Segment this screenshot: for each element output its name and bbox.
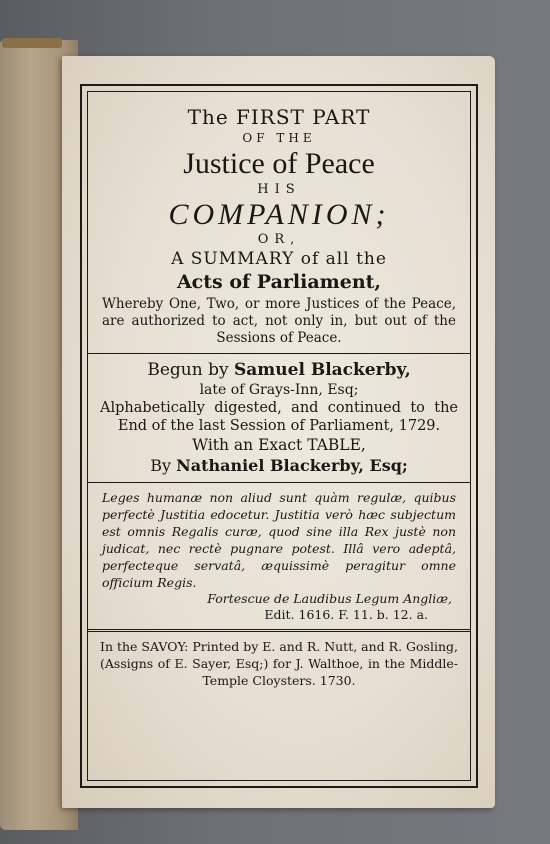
- title-page: [62, 56, 495, 808]
- page-border: [80, 84, 478, 788]
- title-block: [87, 91, 471, 781]
- imprint: In the SAVOY: Printed by E. and R. Nutt, and R. Gosling, (Assigns of E. Sayer, Esq;) for J. Walthoe, in the Middle-Temple Cloysters. 1730.: [100, 639, 458, 688]
- author-1-description: late of Grays-Inn, Esq;: [199, 382, 359, 398]
- continued-paragraph: Alphabetically digested, and continued to the End of the last Session of Parliament, 1729.: [100, 400, 458, 434]
- title-line-his: HIS: [257, 182, 301, 197]
- citation-edition: Edit. 1616. F. 11. b. 12. a.: [264, 607, 428, 622]
- book-headband: [2, 38, 62, 48]
- author-line-2: [98, 455, 460, 476]
- title-line-acts: Acts of Parliament,: [176, 271, 382, 293]
- description-paragraph: Whereby One, Two, or more Justices of the Peace, are authorized to act, not only in, but out of the Sessions of Peace.: [102, 296, 456, 346]
- table-line: With an Exact TABLE,: [192, 436, 366, 454]
- citation: Fortescue de Laudibus Legum Angliæ,: [207, 591, 452, 606]
- title-line-first-part: The FIRST PART: [187, 105, 371, 129]
- divider-2: [88, 482, 470, 483]
- by-prefix: By: [150, 456, 177, 475]
- begun-prefix: Begun by: [147, 360, 234, 380]
- title-line-justice: Justice of Peace: [183, 147, 375, 180]
- title-line-companion: COMPANION;: [168, 198, 390, 231]
- author-samuel: Samuel Blackerby,: [234, 360, 411, 380]
- divider-3: [88, 629, 470, 632]
- latin-quote: Leges humanæ non aliud sunt quàm regulæ, quibus perfectè Justitia edocetur. Justitia verò hæc subjectum est omnis Regalis curæ, quod sine illa Rex justè non judicat, nec rectè pugnare potest. Illâ vero adeptâ, perfecteque servatâ, æquissimè peragitur omne officium Regis.: [102, 490, 456, 590]
- title-line-of-the: OF THE: [242, 131, 316, 145]
- title-line-summary: A SUMMARY of all the: [171, 249, 387, 269]
- author-line-1: [98, 360, 460, 381]
- title-line-or: OR,: [257, 232, 301, 247]
- author-nathaniel: Nathaniel Blackerby, Esq;: [176, 456, 408, 475]
- divider-1: [88, 353, 470, 354]
